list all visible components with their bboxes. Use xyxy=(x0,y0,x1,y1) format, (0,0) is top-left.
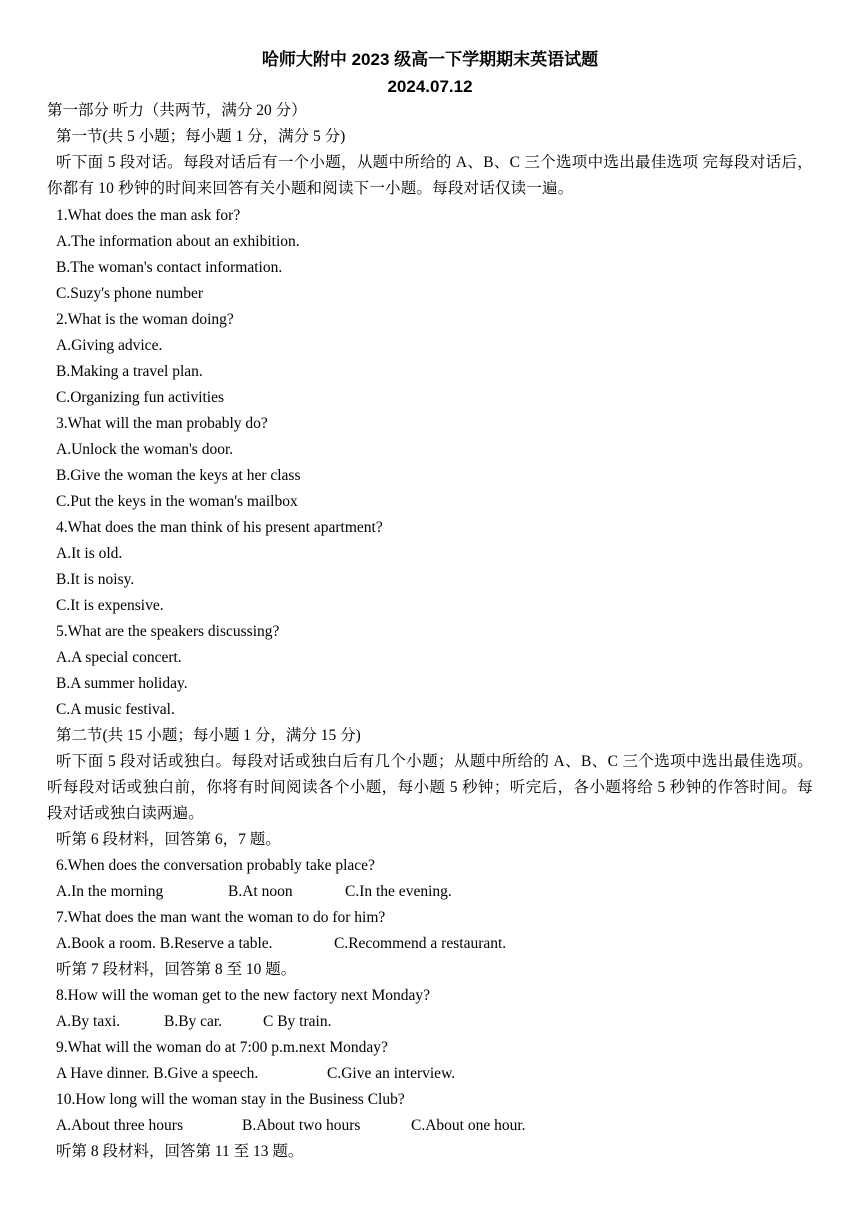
question-2: 2.What is the woman doing? xyxy=(56,311,234,328)
options-row-8 xyxy=(56,1011,656,1033)
option-1c: C.Suzy's phone number xyxy=(56,285,204,302)
material-note-6: 听第 6 段材料，回答第 6，7 题。 xyxy=(56,831,281,848)
question-6: 6.When does the conversation probably take place? xyxy=(56,857,375,874)
option-5b: B.A summer holiday. xyxy=(56,675,188,692)
option-8a: A.By taxi. xyxy=(56,1013,121,1030)
question-8: 8.How will the woman get to the new factory next Monday? xyxy=(56,987,431,1004)
option-2b: B.Making a travel plan. xyxy=(56,363,203,380)
part1-heading: 第一部分 听力（共两节，满分 20 分） xyxy=(47,102,307,119)
options-row-6 xyxy=(56,881,656,903)
question-3: 3.What will the man probably do? xyxy=(56,415,268,432)
options-row-9 xyxy=(56,1063,656,1085)
option-9c: C.Give an interview. xyxy=(327,1065,456,1082)
question-7: 7.What does the man want the woman to do for him? xyxy=(56,909,386,926)
options-row-7 xyxy=(56,933,656,955)
option-2a: A.Giving advice. xyxy=(56,337,163,354)
section2-heading: 第二节(共 15 小题；每小题 1 分，满分 15 分) xyxy=(56,727,361,744)
option-8c: C By train. xyxy=(263,1013,332,1030)
option-6c: C.In the evening. xyxy=(345,883,452,900)
option-3a: A.Unlock the woman's door. xyxy=(56,441,234,458)
option-6a: A.In the morning xyxy=(56,883,164,900)
option-10c: C.About one hour. xyxy=(411,1117,526,1134)
section1-heading: 第一节(共 5 小题；每小题 1 分，满分 5 分) xyxy=(56,128,346,145)
option-4a: A.It is old. xyxy=(56,545,123,562)
question-9: 9.What will the woman do at 7:00 p.m.next Monday? xyxy=(56,1039,388,1056)
question-4: 4.What does the man think of his present apartment? xyxy=(56,519,383,536)
option-7c: C.Recommend a restaurant. xyxy=(334,935,507,952)
option-6b: B.At noon xyxy=(228,883,293,900)
option-7ab: A.Book a room. B.Reserve a table. xyxy=(56,935,273,952)
options-row-10 xyxy=(56,1115,656,1137)
exam-title: 哈师大附中 2023 级高一下学期期末英语试题 xyxy=(261,50,599,69)
material-note-7: 听第 7 段材料，回答第 8 至 10 题。 xyxy=(56,961,297,978)
option-1b: B.The woman's contact information. xyxy=(56,259,283,276)
option-9ab: A Have dinner. B.Give a speech. xyxy=(56,1065,259,1082)
question-1: 1.What does the man ask for? xyxy=(56,207,241,224)
option-3c: C.Put the keys in the woman's mailbox xyxy=(56,493,298,510)
option-4c: C.It is expensive. xyxy=(56,597,164,614)
option-5c: C.A music festival. xyxy=(56,701,175,718)
option-1a: A.The information about an exhibition. xyxy=(56,233,300,250)
option-5a: A.A special concert. xyxy=(56,649,182,666)
option-4b: B.It is noisy. xyxy=(56,571,135,588)
option-10b: B.About two hours xyxy=(242,1117,361,1134)
option-8b: B.By car. xyxy=(164,1013,223,1030)
section1-instructions: 听下面 5 段对话。每段对话后有一个小题，从题中所给的 A、B、C 三个选项中选出最佳选项 完每段对话后，你都有 10 秒钟的时间来回答有关小题和阅读下一小题。每段对话仅读一遍。 xyxy=(47,154,813,197)
section2-instructions: 听下面 5 段对话或独白。每段对话或独白后有几个小题；从题中所给的 A、B、C 三个选项中选出最佳选项。听每段对话或独白前，你将有时间阅读各个小题，每小题 5 秒钟；听完后，各小题将给 5 秒钟的作答时间。每段对话或独白读两遍。 xyxy=(47,753,813,822)
option-10a: A.About three hours xyxy=(56,1117,183,1134)
option-3b: B.Give the woman the keys at her class xyxy=(56,467,301,484)
option-2c: C.Organizing fun activities xyxy=(56,389,225,406)
question-5: 5.What are the speakers discussing? xyxy=(56,623,280,640)
exam-date: 2024.07.12 xyxy=(387,77,473,96)
question-10: 10.How long will the woman stay in the Business Club? xyxy=(56,1091,405,1108)
material-note-8: 听第 8 段材料，回答第 11 至 13 题。 xyxy=(56,1143,304,1160)
